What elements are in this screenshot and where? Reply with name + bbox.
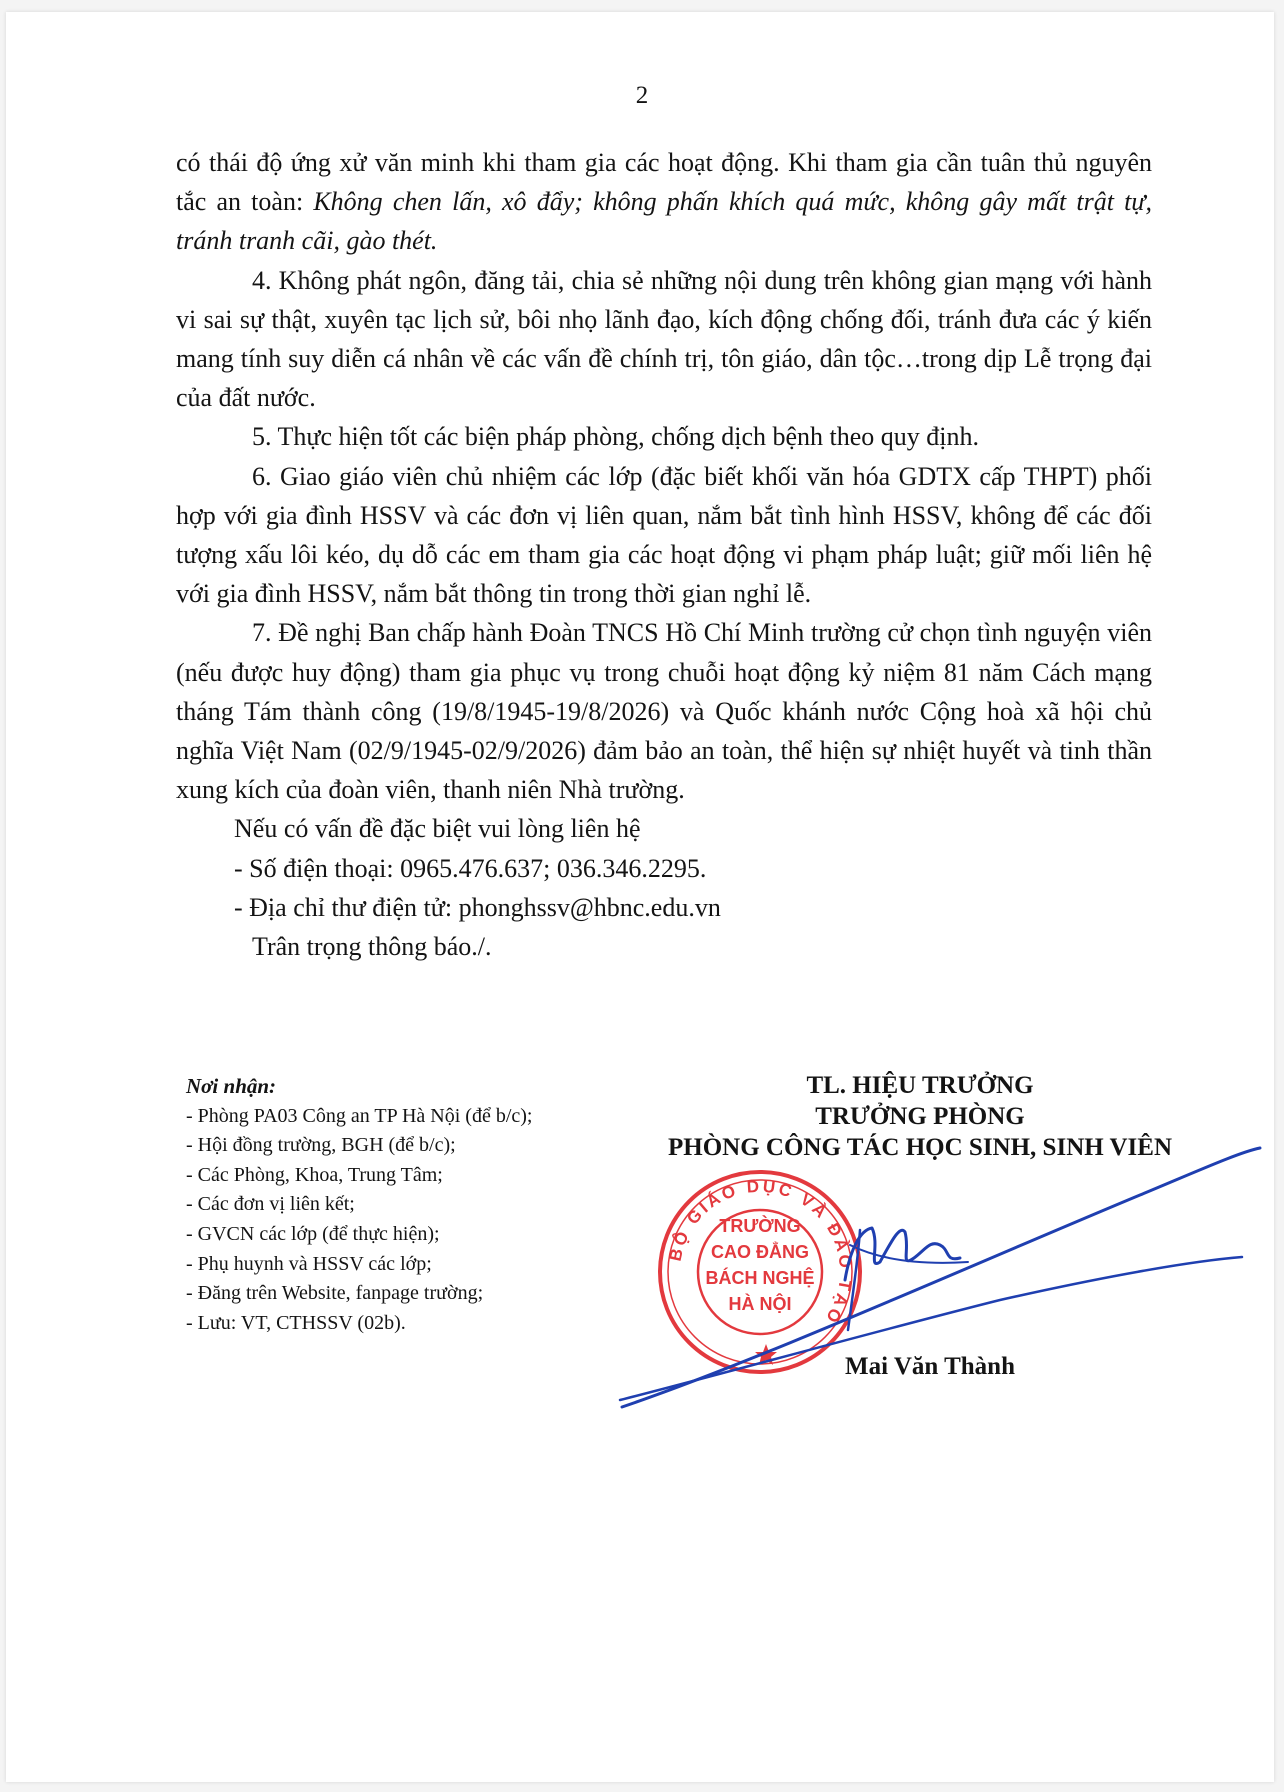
document-body xyxy=(176,143,1152,966)
signature-title-1: TL. HIỆU TRƯỞNG xyxy=(806,1072,1034,1099)
recipient-item: - Các đơn vị liên kết; xyxy=(186,1193,355,1216)
recipient-item: - Các Phòng, Khoa, Trung Tâm; xyxy=(186,1163,443,1186)
recipient-item: - Phòng PA03 Công an TP Hà Nội (để b/c); xyxy=(186,1104,533,1127)
seal-line-1: TRƯỜNG xyxy=(719,1216,801,1236)
paragraph-4: 4. Không phát ngôn, đăng tải, chia sẻ những nội dung trên không gian mạng với hành vi sai sự thật, xuyên tạc lịch sử, bôi nhọ lãnh đạo, kích động chống đối, tránh đưa các ý kiến mang tính suy diễn cá nhân về các vấn đề chính trị, tôn giáo, dân tộc…trong dịp Lễ trọng đại của đất nước. xyxy=(176,265,1152,413)
safety-rules-italic: Không chen lấn, xô đẩy; không phấn khích quá mức, không gây mất trật tự, tránh tranh cãi, gào thét. xyxy=(176,187,1152,256)
contact-email: - Địa chỉ thư điện tử: phonghssv@hbnc.edu.vn xyxy=(234,892,721,922)
closing-line: Trân trọng thông báo./. xyxy=(252,932,492,962)
recipient-item: - Phụ huynh và HSSV các lớp; xyxy=(186,1252,432,1275)
contact-intro: Nếu có vấn đề đặc biệt vui lòng liên hệ xyxy=(234,814,641,844)
seal-ring-text: BỘ GIÁO DỤC VÀ ĐÀO TẠO xyxy=(665,1176,856,1329)
recipients-list xyxy=(186,1072,656,1338)
paragraph-3-text: có thái độ ứng xử văn minh khi tham gia các hoạt động. Khi tham gia cần tuân thủ nguyên tắc an toàn: xyxy=(176,148,1152,217)
recipient-item: - Đăng trên Website, fanpage trường; xyxy=(186,1282,484,1305)
recipient-item: - Lưu: VT, CTHSSV (02b). xyxy=(186,1311,406,1334)
signature-block xyxy=(620,1070,1220,1163)
contact-phone: - Số điện thoại: 0965.476.637; 036.346.2295. xyxy=(234,853,707,883)
paragraph-7: 7. Đề nghị Ban chấp hành Đoàn TNCS Hồ Chí Minh trường cử chọn tình nguyện viên (nếu được huy động) tham gia phục vụ trong chuỗi hoạt động kỷ niệm 81 năm Cách mạng tháng Tám thành công (19/8/1945-19/8/2026) và Quốc khánh nước Cộng hoà xã hội chủ nghĩa Việt Nam (02/9/1945-02/9/2026) đảm bảo an toàn, thể hiện sự nhiệt huyết và tinh thần xung kích của đoàn viên, thanh niên Nhà trường. xyxy=(176,618,1152,805)
seal-line-4: HÀ NỘI xyxy=(728,1294,792,1314)
recipient-item: - GVCN các lớp (để thực hiện); xyxy=(186,1222,440,1245)
seal-line-2: CAO ĐẲNG xyxy=(711,1242,809,1262)
seal-line-3: BÁCH NGHỆ xyxy=(705,1268,815,1288)
recipients-title: Nơi nhận: xyxy=(186,1074,277,1098)
paragraph-6: 6. Giao giáo viên chủ nhiệm các lớp (đặc biết khối văn hóa GDTX cấp THPT) phối hợp với gia đình HSSV và các đơn vị liên quan, nắm bắt tình hình HSSV, không để các đối tượng xấu lôi kéo, dụ dỗ các em tham gia các hoạt động vi phạm pháp luật; giữ mối liên hệ với gia đình HSSV, nắm bắt thông tin trong thời gian nghỉ lễ. xyxy=(176,461,1152,609)
recipient-item: - Hội đồng trường, BGH (để b/c); xyxy=(186,1134,456,1157)
page-number: 2 xyxy=(635,82,649,109)
paragraph-5: 5. Thực hiện tốt các biện pháp phòng, chống dịch bệnh theo quy định. xyxy=(252,422,980,452)
signature-title-3: PHÒNG CÔNG TÁC HỌC SINH, SINH VIÊN xyxy=(667,1134,1173,1161)
signer-name: Mai Văn Thành xyxy=(845,1353,1015,1380)
signature-title-2: TRƯỞNG PHÒNG xyxy=(815,1103,1025,1130)
paragraph-3-continuation xyxy=(176,143,1152,261)
